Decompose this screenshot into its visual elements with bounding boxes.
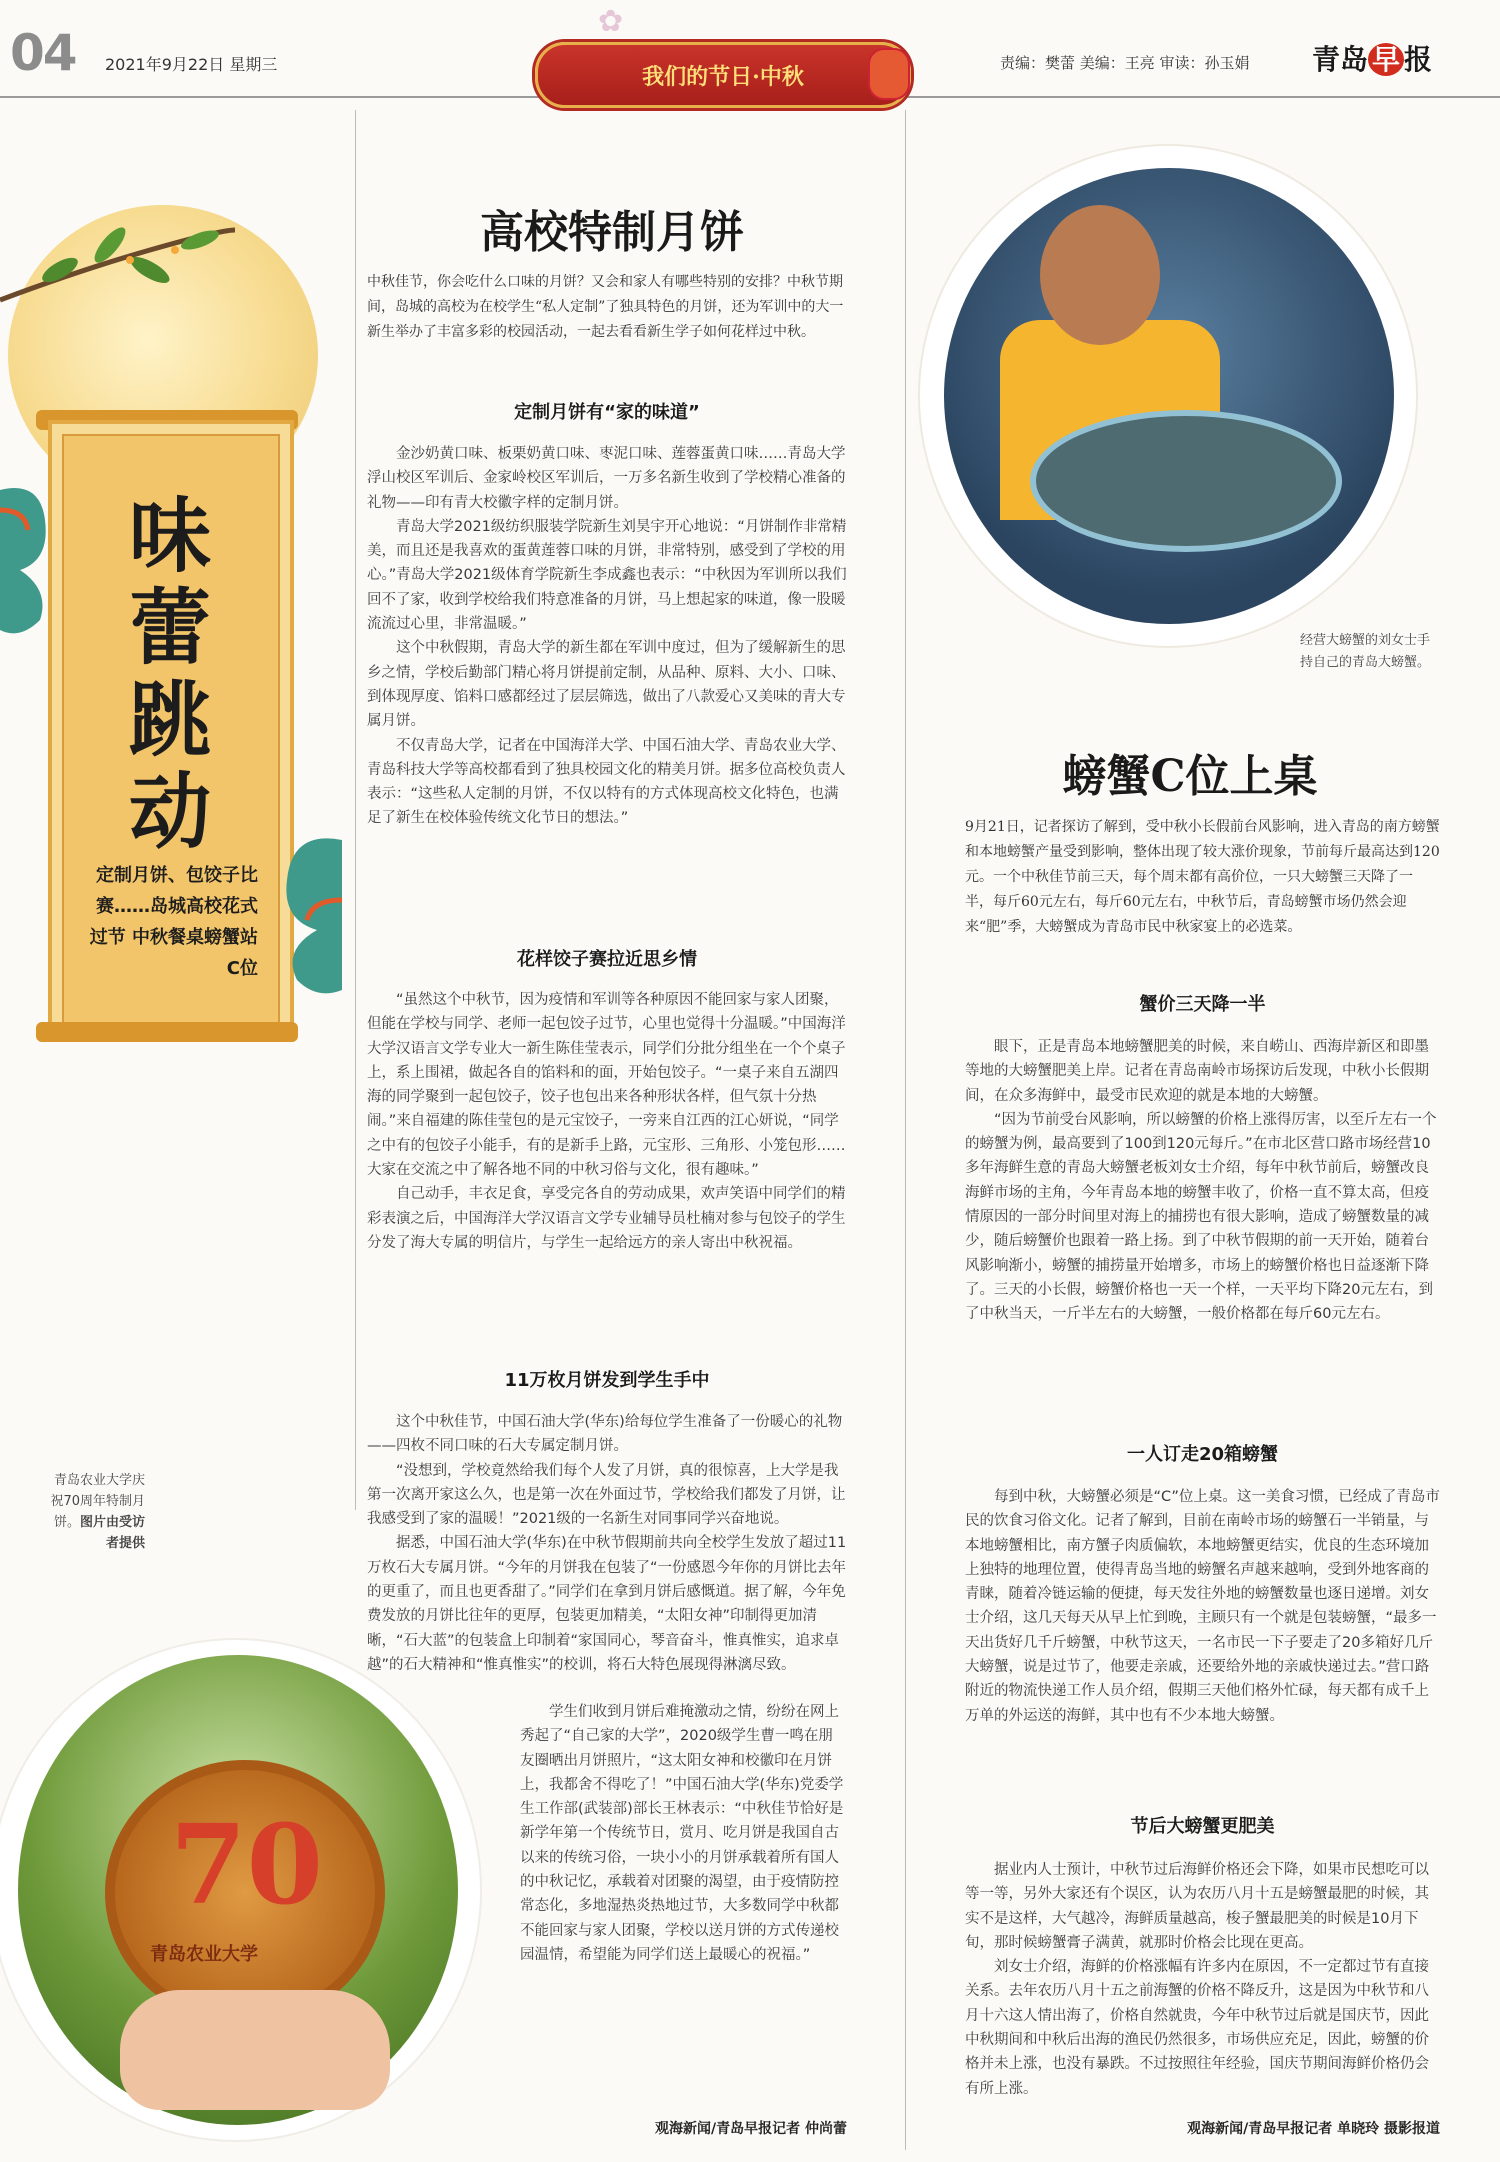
page-number: 04: [10, 24, 76, 82]
osmanthus-branch-icon: [0, 210, 240, 310]
paragraph: 不仅青岛大学，记者在中国海洋大学、中国石油大学、青岛农业大学、青岛科技大学等高校都看到了独具校园文化的精美月饼。据多位高校负责人表示：“这些私人定制的月饼，不仅以特有的方式体现高校文化特色，也满足了新生在校体验传统文化节日的想法。”: [367, 737, 846, 827]
paragraph: “因为节前受台风影响，所以螃蟹的价格上涨得厉害，以至斤左右一个的螃蟹为例，最高要到了100到120元每斤。”在市北区营口路市场经营10多年海鲜生意的青岛大螃蟹老板刘女士介绍，每年中秋节前后，螃蟹改良海鲜市场的主角，今年青岛本地的螃蟹丰收了，价格一直不算太高，但疫情原因的一部分时间里对海上的捕捞也有很大影响，造成了螃蟹数量的减少，随后螃蟹价也跟着一路上扬。到了中秋节假期的前一天开始，随着台风影响渐小，螃蟹的捕捞量开始增多，市场上的螃蟹价格也日益逐渐下降了。三天的小长假，螃蟹价格也一天一个样，一天平均下降20元左右，到了中秋当天，一斤半左右的大螃蟹，一般价格都在每斤60元左右。: [965, 1111, 1437, 1323]
paragraph: 每到中秋，大螃蟹必须是“C”位上桌。这一美食习惯，已经成了青岛市民的饮食习俗文化。记者了解到，目前在南岭市场的螃蟹石一半销量，与本地螃蟹相比，南方蟹子肉质偏软，本地螃蟹更结实，优良的生态环境加上独特的地理位置，使得青岛当地的螃蟹名声越来越响，受到外地客商的青睐，随着冷链运输的便捷，每天发往外地的螃蟹数量也逐日递增。刘女士介绍，这几天每天从早上忙到晚，主顾只有一个就是包装螃蟹，“最多一天出货好几千斤螃蟹，中秋节这天，一名市民一下子要走了20多箱好几斤大螃蟹，说是过节了，他要走亲戚，还要给外地的亲戚快递过去。”营口路附近的物流快递工作人员介绍，假期三天他们格外忙碌，每天都有成千上万单的外运送的海鲜，其中也有不少本地大螃蟹。: [965, 1489, 1440, 1724]
newspaper-logo: [1312, 38, 1432, 78]
paragraph: 金沙奶黄口味、板栗奶黄口味、枣泥口味、莲蓉蛋黄口味……青岛大学浮山校区军训后、金家岭校区军训后，一万多名新生收到了学校精心准备的礼物——印有青大校徽字样的定制月饼。: [367, 446, 846, 511]
column-divider: [355, 110, 356, 1510]
crab: [1030, 410, 1342, 552]
scroll-bottom-rod: [36, 1022, 298, 1042]
article-section-body: [367, 988, 847, 1343]
article-intro: 9月21日，记者探访了解到，受中秋小长假前台风影响，进入青岛的南方螃蟹和本地螃蟹产量受到影响，整体出现了较大涨价现象，节前每斤最高达到120元。一个中秋佳节前三天，每个周末都有高价位，一只大螃蟹三天降了一半，每斤60元左右，每斤60元左右，中秋节后，青岛螃蟹市场仍然会迎来“肥”季，大螃蟹成为青岛市民中秋家宴上的必选菜。: [965, 819, 1440, 935]
article-intro: 中秋佳节，你会吃什么口味的月饼？又会和家人有哪些特别的安排？中秋节期间，岛城的高校为在校学生“私人定制”了独具特色的月饼，还为军训中的大一新生举办了丰富多彩的校园活动，一起去看看新生学子如何花样过中秋。: [367, 274, 844, 340]
article-title: 螃蟹C位上桌: [1062, 751, 1318, 802]
mooncake-number: 70: [170, 1800, 324, 1929]
editor-credits: 责编：樊蕾 美编：王亮 审读：孙玉娟: [1000, 54, 1250, 72]
section-banner: [535, 42, 911, 108]
feature-subtitle: 定制月饼、包饺子比赛……岛城高校花式过节 中秋餐桌螃蟹站C位: [89, 865, 258, 979]
article-section-body: [965, 1858, 1440, 2113]
article-section-body: [965, 1035, 1440, 1435]
section-heading: 节后大螃蟹更肥美: [1130, 1816, 1275, 1837]
paragraph: “没想到，学校竟然给我们每个人发了月饼，真的很惊喜，上大学是我第一次离开家这么久，也是第一次在外面过节，学校给我们都发了月饼，让我感受到了家的温暖！”2021级的一名新生对同事同学兴奋地说。: [367, 1462, 846, 1528]
article-section-body: [520, 1700, 847, 2112]
logo-mark: 早: [1368, 43, 1404, 76]
cloud-icon: [262, 820, 342, 1000]
section-heading: 花样饺子赛拉近思乡情: [517, 949, 697, 970]
paragraph: 眼下，正是青岛本地螃蟹肥美的时候，来自崂山、西海岸新区和即墨等地的大螃蟹肥美上岸。记者在青岛南岭市场探访后发现，中秋小长假期间，在众多海鲜中，最受市民欢迎的就是本地的大螃蟹。: [965, 1039, 1429, 1104]
byline: 观海新闻/青岛早报记者 单晓玲 摄影报道: [1187, 2121, 1440, 2137]
issue-date: 2021年9月22日 星期三: [105, 55, 278, 74]
photo-credit: 图片由受访者提供: [79, 1515, 145, 1551]
article-section-body: [367, 1410, 847, 1700]
rabbit-icon: ✿: [598, 4, 624, 39]
byline: 观海新闻/青岛早报记者 仲尚蕾: [655, 2121, 847, 2137]
logo-text-2: 报: [1404, 43, 1433, 76]
mooncake-text: 青岛农业大学: [150, 1944, 258, 1965]
paragraph: 自己动手，丰衣足食，享受完各自的劳动成果，欢声笑语中同学们的精彩表演之后，中国海洋大学汉语言文学专业辅导员杜楠对参与包饺子的学生分发了海大专属的明信片，与学生一起给远方的亲人寄出中秋祝福。: [367, 1186, 846, 1251]
hand: [120, 1990, 390, 2110]
paragraph: 学生们收到月饼后难掩激动之情，纷纷在网上秀起了“自己家的大学”，2020级学生曹一鸣在朋友圈晒出月饼照片，“这太阳女神和校徽印在月饼上，我都舍不得吃了！”中国石油大学(华东)党委学生工作部(武装部)部长王林表示：“中秋佳节恰好是新学年第一个传统节日，赏月、吃月饼是我国自古以来的传统习俗，一块小小的月饼承载着所有国人的中秋记忆，承载着对团聚的渴望，由于疫情防控常态化，多地湿热炎热地过节，大多数同学中秋都不能回家与家人团聚，学校以送月饼的方式传递校园温情，希望能为同学们送上最暖心的祝福。”: [520, 1704, 844, 1963]
paragraph: 这个中秋佳节，中国石油大学(华东)给每位学生准备了一份暖心的礼物——四枚不同口味的石大专属定制月饼。: [367, 1414, 843, 1455]
article-section-body: [367, 442, 847, 928]
paragraph: “虽然这个中秋节，因为疫情和军训等各种原因不能回家与家人团聚，但能在学校与同学、老师一起包饺子过节，心里也觉得十分温暖。”中国海洋大学汉语言文学专业大一新生陈佳莹表示，同学们分批分组坐在一个个桌子上，系上围裙，做起各自的馅料和的面，开始包饺子。“一桌子来自五湖四海的同学聚到一起包饺子，饺子也包出来各种形状各样，但气氛十分热闹。”来自福建的陈佳莹包的是元宝饺子，一旁来自江西的江心妍说，“同学之中有的包饺子小能手，有的是新手上路，元宝形、三角形、小笼包形……大家在交流之中了解各地不同的中秋习俗与文化，很有趣味。”: [367, 992, 846, 1179]
photo-caption-text: 青岛农业大学庆祝70周年特制月饼。: [50, 1473, 145, 1530]
section-heading: 一人订走20箱螃蟹: [1126, 1444, 1279, 1465]
photo-caption: 经营大螃蟹的刘女士手持自己的青岛大螃蟹。: [1300, 633, 1431, 670]
article-title: 高校特制月饼: [480, 207, 744, 258]
photo-caption: [50, 1470, 145, 1554]
section-heading: 蟹价三天降一半: [1139, 994, 1266, 1015]
feature-title: 味蕾跳动: [128, 488, 211, 860]
section-heading: 11万枚月饼发到学生手中: [504, 1370, 710, 1391]
paragraph: 据悉，中国石油大学(华东)在中秋节假期前共向全校学生发放了超过11万枚石大专属月饼。“今年的月饼我在包装了“一份感恩今年你的月饼比去年的更重了，而且也更香甜了。”同学们在拿到月饼后感慨道。据了解，今年免费发放的月饼比往年的更厚，包装更加精美，“太阳女神”印制得更加清晰，“石大蓝”的包装盒上印制着“家国同心，琴音奋斗，惟真惟实，追求卓越”的石大精神和“惟真惟实”的校训，将石大特色展现得淋漓尽致。: [367, 1535, 847, 1673]
logo-text: 青岛: [1312, 43, 1369, 76]
lantern-icon: [868, 48, 910, 100]
paragraph: 这个中秋假期，青岛大学的新生都在军训中度过，但为了缓解新生的思乡之情，学校后勤部门精心将月饼提前定制，从品种、原料、大小、口味、到体现厚度、馅料口感都经过了层层筛选，做出了八款爱心又美味的青大专属月饼。: [367, 640, 846, 730]
column-divider: [905, 110, 906, 2150]
vendor-face: [1040, 205, 1160, 345]
paragraph: 据业内人士预计，中秋节过后海鲜价格还会下降，如果市民想吃可以等一等，另外大家还有个误区，认为农历八月十五是螃蟹最肥的时候，其实不是这样，大气越冷，海鲜质量越高，梭子蟹最肥美的时候是10月下旬，那时候螃蟹膏子满黄，就那时价格会比现在更高。: [965, 1862, 1429, 1951]
article-section-body: [965, 1485, 1440, 1810]
paragraph: 青岛大学2021级纺织服装学院新生刘昊宇开心地说：“月饼制作非常精美，而且还是我喜欢的蛋黄莲蓉口味的月饼，非常特别，感受到了学校的用心。”青岛大学2021级体育学院新生李成鑫也表示：“中秋因为军训所以我们回不了家，收到学校给我们特意准备的月饼，马上想起家的味道，像一股暖流流过心里，非常温暖。”: [367, 518, 847, 633]
cloud-icon: [0, 470, 70, 640]
section-heading: 定制月饼有“家的味道”: [514, 402, 700, 423]
section-banner-text: 我们的节日·中秋: [642, 64, 804, 90]
paragraph: 刘女士介绍，海鲜的价格涨幅有许多内在原因，不一定都过节有直接关系。去年农历八月十五之前海蟹的价格不降反升，这是因为中秋节和八月十六这人情出海了，价格自然就贵，今年中秋节过后就是国庆节，因此中秋期间和中秋后出海的渔民仍然很多，市场供应充足，因此，螃蟹的价格并未上涨，也没有暴跌。不过按照往年经验，国庆节期间海鲜价格仍会有所上涨。: [965, 1959, 1429, 2097]
